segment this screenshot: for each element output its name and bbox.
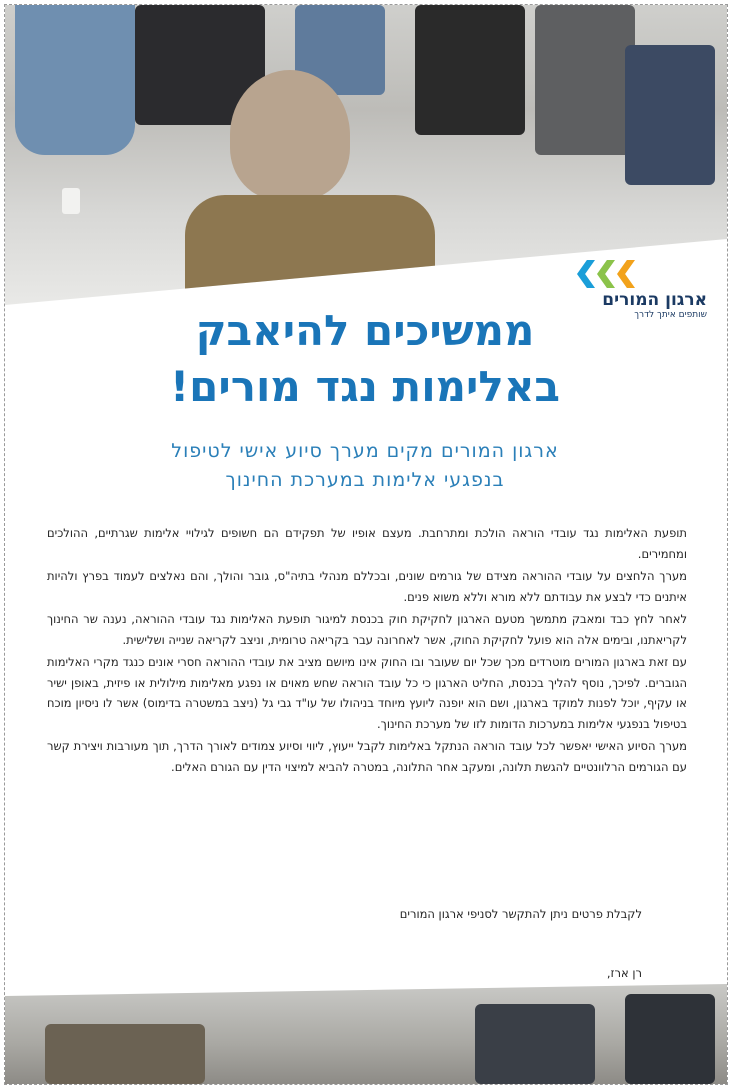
paragraph-2: מערך הלחצים על עובדי ההוראה מצידם של גורמים שונים, ובכללם מנהלי בתיה"ס, גובר והולך, והם נאלצים לעמוד בפרץ ולהיות איתנים כדי לבצע את עבודתם ללא מורא וללא משוא פנים.: [47, 569, 687, 604]
subheadline: [65, 437, 665, 495]
headline-line-1: ממשיכים להיאבק: [195, 306, 535, 355]
headline-line-2: באלימות נגד מורים!: [169, 362, 561, 411]
paragraph-4: עם זאת בארגון המורים מוטרדים מכך שכל יום שעובר ובו החוק אינו מיושם מציב את עובדי ההוראה חסרי אונים כנגד מקרי האלימות הגוברים. לפיכך, נוסף להליך בכנסת, החליט הארגון כי כל עובד הוראה שחש מאוים או נפגע מאלימות מילולית או פיזית, באופן ישיר או עקיף, יוכל לפנות למוקד בארגון, ושם הוא יופנה ליועץ מיוחד בניהולו של עו"ד גבי גל (ניצב במשטרה בדימוס) אשר לו ניסיון מוכח בטיפול בנפגעי אלימות במערכות הדומות לזו של מערכת החינוך.: [47, 655, 687, 731]
logo-name: ארגון המורים: [602, 290, 707, 310]
flyer-page: [4, 4, 728, 1085]
chevron-blue-icon: [577, 260, 595, 288]
paragraph-1: תופעת האלימות נגד עובדי הוראה הולכת ומתרחבת. מעצם אופיו של תפקידם הם חשופים לגילויי אלימות שגרתיים, ההולכים ומחמירים.: [47, 526, 687, 561]
logo-chevrons-icon: [577, 260, 675, 290]
article-body: [47, 523, 687, 779]
subheadline-line-1: ארגון המורים מקים מערך סיוע אישי לטיפול: [171, 440, 559, 462]
contact-line: לקבלת פרטים ניתן להתקשר לסניפי ארגון המורים: [399, 907, 642, 921]
chevron-green-icon: [597, 260, 615, 288]
logo-tagline: שותפים איתך לדרך: [634, 310, 707, 320]
signature-name: רן ארז,: [606, 966, 642, 980]
chevron-orange-icon: [617, 260, 635, 288]
paragraph-3: לאחר לחץ כבד ומאבק מתמשך מטעם הארגון לחקיקת חוק בכנסת למיגור תופעת האלימות נגד עובדי ההוראה, נענה שר החינוך לקריאתנו, ובימים אלה הוא פועל לחקיקת החוק, אשר לאחרונה עבר בקריאה טרומית, וניצב לקריאה שנייה ושלישית.: [47, 612, 687, 647]
subheadline-line-2: בנפגעי אלימות במערכת החינוך: [225, 469, 505, 491]
paragraph-5: מערך הסיוע האישי יאפשר לכל עובד הוראה הנתקל באלימות לקבל ייעוץ, ליווי וסיוע צמודים לאורך הדרך, תוך מעורבות ויצירת קשר עם הגורמים הרלוונטיים להגשת תלונה, ומעקב אחר התלונה, במטרה להביא למיצוי הדין עם הגורם האלים.: [47, 739, 687, 774]
footer-photo: [5, 984, 727, 1084]
headline: [65, 303, 665, 415]
